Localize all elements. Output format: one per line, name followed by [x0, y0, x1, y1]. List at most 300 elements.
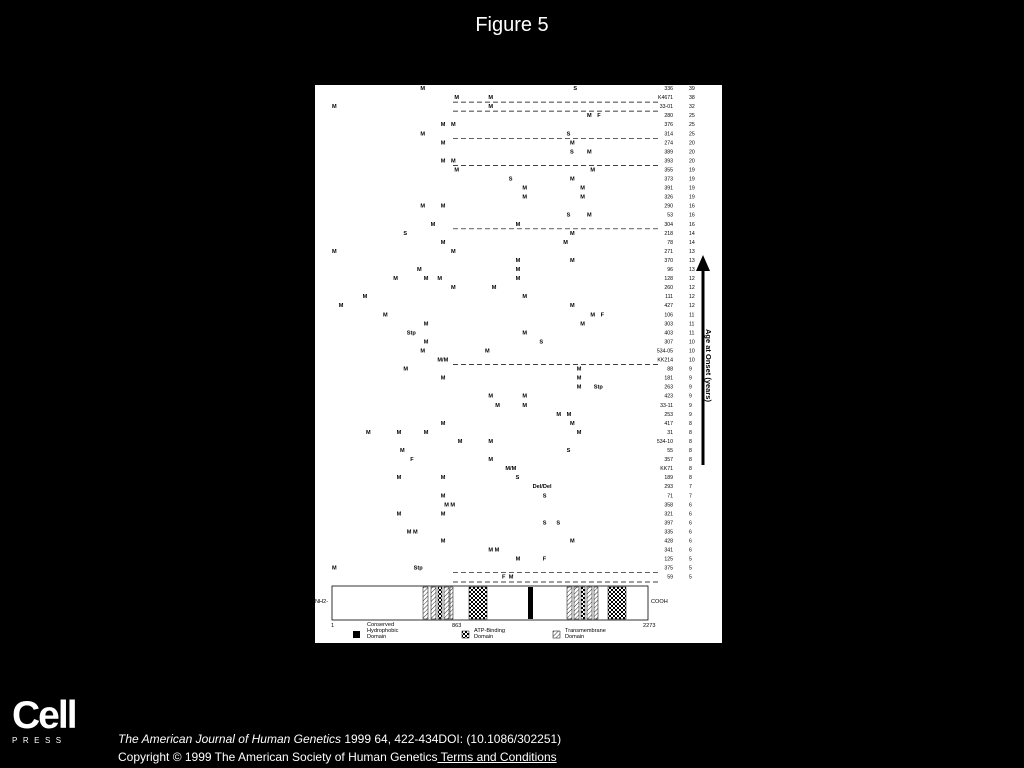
mutation-mark: F	[600, 312, 605, 319]
patient-id: 303	[664, 321, 673, 328]
patient-id: 376	[664, 122, 673, 129]
mutation-mark: M	[451, 122, 456, 129]
onset-age: 10	[689, 357, 695, 364]
patient-row	[400, 448, 692, 454]
mutation-mark: M	[332, 565, 337, 572]
mutation-mark: M M	[488, 547, 500, 554]
mutation-mark: M/M	[505, 466, 517, 473]
onset-age: 25	[689, 131, 695, 138]
onset-age: 20	[689, 158, 695, 165]
onset-age: 7	[689, 484, 692, 491]
mutation-rows	[332, 86, 695, 581]
onset-age: 6	[689, 538, 692, 545]
onset-age: 9	[689, 411, 692, 418]
mutation-mark: M	[508, 574, 514, 581]
patient-row	[543, 520, 692, 526]
journal-issue: 1999 64, 422-434DOI: (10.1086/302251)	[341, 732, 562, 746]
onset-age: 8	[689, 448, 692, 454]
patient-id: 53	[667, 212, 673, 219]
onset-age: 16	[689, 212, 695, 219]
mutation-mark: M	[570, 420, 575, 427]
mutation-mark: M	[488, 439, 494, 445]
patient-id: KK214	[657, 357, 673, 364]
mutation-mark: M	[440, 538, 446, 545]
nh2-label: NH2-	[315, 599, 329, 605]
copyright-line	[118, 748, 561, 766]
logo-word: Cell	[12, 694, 76, 737]
patient-id: 389	[664, 149, 673, 156]
patient-id: 403	[664, 330, 673, 337]
patient-row	[509, 177, 695, 183]
citation-line	[118, 730, 561, 748]
mutation-mark: M	[332, 104, 337, 111]
slide-title: Figure 5	[475, 14, 549, 36]
mutation-mark: M	[566, 411, 572, 418]
terms-link[interactable]: Terms and Conditions	[437, 750, 557, 764]
patient-row	[339, 303, 695, 309]
onset-age: 16	[689, 221, 695, 228]
mutation-mark: S	[573, 86, 578, 92]
mutation-mark: F	[502, 574, 506, 581]
onset-age: 8	[689, 457, 692, 464]
mutation-mark: S	[542, 493, 547, 500]
onset-age: 20	[689, 149, 695, 156]
patient-id: 96	[667, 267, 673, 273]
mutation-mark: M	[488, 104, 494, 111]
mutation-mark: M	[522, 185, 528, 192]
mutation-mark: M	[454, 167, 460, 174]
patient-row	[332, 249, 695, 255]
patient-row	[420, 86, 694, 92]
mutation-mark: M	[423, 429, 429, 436]
mutation-mark: M	[440, 122, 446, 129]
onset-age: 5	[689, 574, 692, 581]
mutation-mark: M	[570, 538, 575, 545]
mutation-mark: M	[400, 448, 405, 454]
onset-age: 6	[689, 502, 692, 509]
mutation-mark: M	[570, 258, 575, 264]
patient-row	[397, 511, 692, 517]
mutation-mark: M	[457, 439, 463, 445]
citation	[118, 730, 561, 766]
onset-age: 8	[689, 439, 692, 445]
onset-age: 20	[689, 140, 695, 147]
patient-id: 307	[664, 339, 673, 346]
mutation-mark: M M	[444, 502, 456, 509]
patient-row	[393, 276, 695, 282]
onset-age: 11	[689, 312, 695, 319]
patient-id: 336	[664, 86, 673, 92]
patient-id: 417	[664, 420, 673, 427]
patient-id: 128	[664, 276, 673, 283]
mutation-mark: M	[440, 158, 446, 165]
onset-age: 6	[689, 547, 692, 554]
mutation-mark: S	[556, 520, 561, 527]
mutation-mark: M	[440, 511, 446, 518]
patient-row	[332, 566, 692, 572]
mutation-mark: M	[396, 429, 402, 436]
patient-row	[366, 430, 692, 436]
patient-row	[451, 285, 695, 291]
onset-age: 25	[689, 122, 695, 129]
patient-id: 125	[664, 556, 673, 563]
patient-id: K4671	[657, 95, 673, 102]
mutation-mark: F	[542, 556, 547, 563]
mutation-mark: M	[590, 312, 596, 319]
mutation-mark: M	[576, 366, 582, 373]
onset-age: 10	[689, 348, 695, 355]
mutation-mark: M	[440, 475, 446, 482]
patient-row	[332, 104, 695, 110]
patient-id: 393	[664, 158, 673, 165]
mutation-mark: M	[515, 276, 521, 283]
patient-row	[441, 539, 692, 545]
mutation-mark: S	[566, 131, 571, 138]
onset-age: 5	[689, 565, 692, 572]
patient-id: 59	[667, 574, 673, 581]
patient-id: 111	[665, 294, 673, 301]
mutation-mark: M	[522, 194, 528, 201]
patient-id: 427	[664, 303, 673, 310]
patient-id: 253	[664, 411, 673, 418]
mutation-mark: M	[396, 511, 402, 518]
mutation-mark: M	[440, 239, 446, 246]
onset-age: 8	[689, 420, 692, 427]
patient-row	[363, 294, 695, 300]
patient-row	[454, 168, 694, 174]
mutation-mark: M	[430, 221, 436, 228]
patient-id: 271	[664, 248, 673, 255]
patient-id: 321	[664, 511, 673, 518]
mutation-mark: M	[576, 429, 582, 436]
age-axis-label: Age at Onset (years)	[704, 329, 713, 402]
mutation-mark: M	[590, 167, 596, 174]
patient-id: 355	[664, 167, 673, 174]
mutation-mark: F	[410, 457, 414, 464]
patient-row	[441, 421, 692, 427]
patient-id: 326	[664, 194, 673, 201]
patient-id: 106	[664, 312, 673, 319]
legend-atp-swatch	[462, 631, 469, 638]
onset-age: 25	[689, 113, 695, 120]
mutation-mark: M	[440, 203, 446, 210]
onset-age: 32	[689, 104, 695, 111]
mutation-mark: M	[495, 402, 500, 409]
onset-age: 9	[689, 375, 692, 382]
patient-row	[424, 339, 695, 345]
mutation-mark: M	[515, 221, 521, 228]
patient-row	[420, 131, 694, 137]
mutation-mark: M	[420, 203, 426, 210]
mutation-mark: M	[451, 248, 456, 255]
journal-name: The American Journal of Human Genetics	[118, 732, 341, 746]
patient-row	[431, 222, 695, 228]
onset-age: 10	[689, 339, 695, 346]
onset-age: 19	[689, 167, 695, 174]
patient-id: 33-01	[659, 104, 673, 111]
patient-row	[420, 204, 694, 210]
patient-id: KK71	[660, 466, 673, 473]
mutation-mark: S	[542, 520, 547, 527]
mutation-mark: M	[485, 348, 490, 355]
legend-hydrophobic-1: Conserved	[367, 622, 395, 628]
mutation-mark: M	[522, 330, 528, 337]
legend-atp-1: ATP-Binding	[474, 628, 505, 634]
mutation-mark: M	[570, 140, 575, 147]
mutation-mark: M	[420, 131, 426, 138]
patient-id: 189	[664, 475, 673, 482]
patient-id: 373	[664, 176, 673, 183]
onset-age: 12	[689, 294, 695, 301]
onset-age: 11	[689, 330, 695, 337]
patient-id: 31	[667, 429, 673, 436]
mutation-mark: M	[522, 294, 528, 301]
patient-id: 428	[664, 538, 673, 545]
onset-age: 9	[689, 366, 692, 373]
mutation-mark: S	[566, 212, 571, 219]
patient-row	[458, 439, 692, 445]
mutation-mark: Stp	[593, 384, 603, 391]
onset-age: 8	[689, 475, 692, 482]
mutation-mark: M	[393, 276, 398, 283]
mutation-mark: M	[580, 194, 585, 201]
patient-row	[410, 457, 692, 463]
protein-bar	[332, 586, 648, 620]
patient-id: 341	[664, 547, 673, 554]
patient-row	[505, 466, 692, 472]
patient-row	[441, 240, 695, 246]
cooh-label: COOH	[651, 599, 668, 605]
mutation-mark: M	[587, 113, 592, 120]
mutation-mark: M	[396, 475, 402, 482]
patient-id: 423	[664, 393, 673, 400]
patient-id: 397	[664, 520, 673, 527]
onset-age: 38	[689, 95, 695, 102]
patient-row	[424, 321, 695, 327]
onset-age: 14	[689, 230, 695, 237]
patient-row	[556, 412, 692, 418]
copyright-text: Copyright © 1999 The American Society of Human Genetics	[118, 750, 438, 764]
mutation-mark: M	[451, 285, 456, 292]
onset-age: 19	[689, 176, 695, 183]
mutation-mark: M	[440, 375, 446, 382]
onset-age: 8	[689, 466, 692, 473]
patient-id: 78	[667, 239, 673, 246]
onset-age: 5	[689, 556, 692, 563]
patient-row	[516, 258, 695, 264]
mutation-mark: Stp	[413, 565, 423, 572]
onset-age: 11	[689, 321, 695, 328]
mutation-mark: M	[488, 95, 494, 102]
onset-age: 12	[689, 285, 695, 292]
mutation-mark: M	[576, 375, 582, 382]
position-end: 2273	[643, 623, 656, 629]
patient-row	[417, 267, 695, 273]
legend-hydrophobic-swatch	[353, 631, 360, 638]
onset-age: 13	[689, 267, 695, 273]
onset-age: 6	[689, 511, 692, 518]
patient-row	[522, 195, 694, 201]
patient-row	[437, 358, 694, 364]
patient-id: 88	[667, 366, 673, 373]
mutation-mark: M/M	[437, 357, 449, 364]
onset-age: 39	[689, 86, 695, 92]
mutation-mark: M	[556, 411, 562, 418]
onset-age: 9	[689, 402, 692, 409]
mutation-mark: M	[587, 149, 592, 156]
patient-row	[420, 349, 694, 355]
patient-row	[441, 493, 692, 499]
onset-age: 13	[689, 248, 695, 255]
mutation-mark: F	[597, 113, 601, 120]
patient-row	[444, 502, 692, 508]
mutation-mark: M	[488, 393, 494, 400]
age-arrow	[696, 255, 713, 465]
mutation-diagram	[315, 85, 722, 643]
patient-id: 280	[664, 113, 673, 120]
patient-id: 391	[664, 185, 673, 192]
patient-id: 181	[664, 375, 673, 382]
patient-id: 358	[664, 502, 673, 509]
patient-id: 260	[664, 285, 673, 292]
mutation-mark: M	[403, 366, 409, 373]
patient-id: 218	[664, 230, 673, 237]
mutation-mark: M	[423, 321, 429, 328]
mutation-mark: M	[383, 312, 388, 319]
patient-row	[441, 376, 692, 382]
onset-age: 9	[689, 384, 692, 391]
mutation-mark: M	[515, 267, 521, 273]
onset-age: 16	[689, 203, 695, 210]
mutation-mark: M	[576, 384, 582, 391]
mutation-mark: M	[417, 267, 422, 273]
mutation-mark: M	[437, 276, 443, 283]
onset-age: 13	[689, 258, 695, 264]
mutation-mark: M	[366, 429, 371, 436]
patient-row	[587, 113, 695, 119]
patient-row	[495, 403, 692, 409]
onset-age: 12	[689, 276, 695, 283]
patient-id: 304	[664, 221, 673, 228]
mutation-mark: M	[587, 212, 592, 219]
mutation-mark: S	[566, 448, 571, 454]
patient-row	[488, 394, 692, 400]
patient-row	[533, 484, 692, 490]
mutation-mark: M	[420, 348, 426, 355]
mutation-mark: M	[454, 95, 460, 102]
patient-id: 335	[664, 529, 673, 536]
position-mid: 863	[452, 623, 462, 629]
mutation-mark: M	[423, 276, 429, 283]
patient-id: 55	[667, 448, 673, 454]
patient-id: 534-05	[656, 348, 673, 355]
patient-row	[567, 213, 695, 219]
patient-id: 375	[664, 565, 673, 572]
onset-age: 19	[689, 194, 695, 201]
mutation-mark: M M	[406, 529, 418, 536]
mutation-mark: M	[570, 176, 575, 183]
mutation-mark: M	[440, 493, 446, 500]
mutation-mark: M	[563, 239, 568, 246]
onset-age: 6	[689, 529, 692, 536]
patient-id: 263	[664, 384, 673, 391]
patient-row	[577, 385, 692, 391]
patient-row	[502, 575, 692, 581]
legend-transmembrane-1: Transmembrane	[565, 628, 606, 634]
onset-age: 19	[689, 185, 695, 192]
dashed-separators	[453, 102, 661, 582]
mutation-mark: M	[488, 457, 494, 464]
mutation-mark: M	[570, 230, 575, 237]
patient-row	[570, 149, 695, 155]
onset-age: 14	[689, 239, 695, 246]
patient-id: 33-11	[660, 402, 673, 409]
patient-row	[397, 475, 692, 481]
mutation-mark: M	[440, 140, 446, 147]
mutation-mark: S	[403, 230, 408, 237]
onset-age: 7	[689, 493, 692, 500]
mutation-mark: M	[362, 294, 368, 301]
onset-age: 12	[689, 303, 695, 310]
patient-row	[441, 122, 695, 128]
onset-age: 6	[689, 520, 692, 527]
patient-row	[488, 548, 692, 554]
domain-legend	[353, 622, 606, 640]
mutation-mark: M	[522, 402, 528, 409]
patient-row	[403, 231, 694, 237]
cell-press-logo	[12, 694, 84, 745]
patient-id: 534-10	[656, 439, 673, 445]
mutation-mark: M	[515, 556, 521, 563]
legend-hydrophobic-2: Hydrophobic	[367, 628, 399, 634]
patient-id: 370	[664, 258, 673, 264]
patient-id: 357	[664, 457, 673, 464]
mutation-mark: S	[515, 475, 520, 482]
mutation-mark: Del/Del	[532, 484, 552, 491]
mutation-mark: M	[332, 248, 337, 255]
mutation-mark: M	[451, 158, 456, 165]
mutation-mark: M	[580, 185, 585, 192]
patient-row	[454, 95, 694, 101]
patient-row	[441, 140, 695, 146]
figure-panel	[315, 85, 722, 643]
patient-row	[403, 367, 692, 373]
onset-age: 9	[689, 393, 692, 400]
patient-id: 293	[664, 484, 673, 491]
patient-id: 274	[664, 140, 673, 147]
position-start: 1	[331, 623, 335, 629]
mutation-mark: M	[440, 420, 446, 427]
patient-row	[383, 312, 694, 318]
onset-age: 8	[689, 429, 692, 436]
mutation-mark: M	[522, 393, 528, 400]
patient-id: 290	[664, 203, 673, 210]
patient-row	[441, 158, 695, 164]
mutation-mark: M	[580, 321, 585, 328]
patient-row	[522, 186, 694, 192]
mutation-mark: M	[338, 303, 344, 310]
patient-row	[516, 557, 692, 563]
mutation-mark: M	[491, 285, 497, 292]
mutation-mark: M	[515, 258, 521, 264]
patient-row	[407, 530, 692, 536]
legend-transmembrane-2: Domain	[565, 634, 585, 640]
mutation-mark: S	[570, 149, 574, 156]
mutation-mark: M	[423, 339, 429, 346]
mutation-mark: M	[420, 86, 426, 92]
mutation-mark: Stp	[406, 330, 416, 337]
mutation-mark: M	[570, 303, 575, 310]
